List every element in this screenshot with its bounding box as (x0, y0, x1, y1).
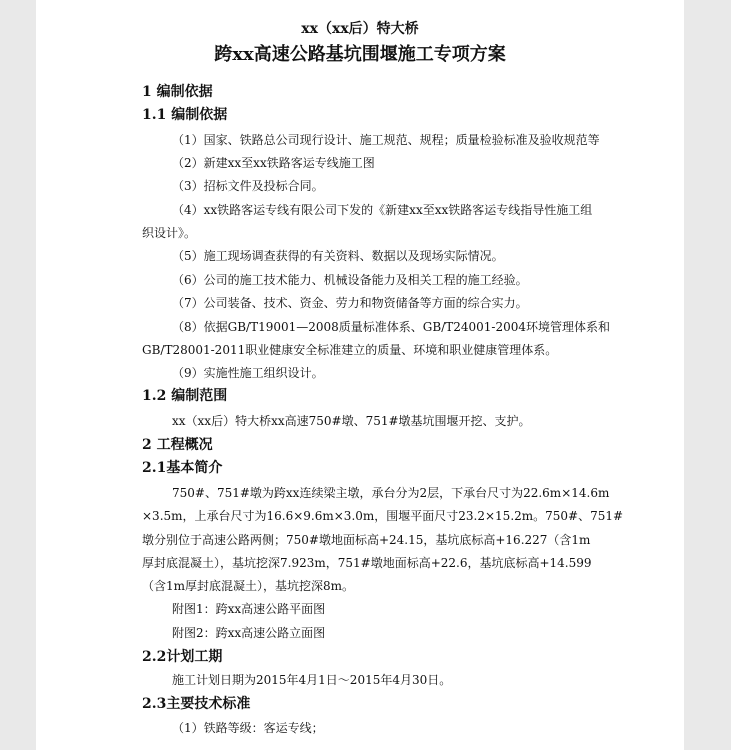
paragraph-line: 750#、751#墩为跨xx连续梁主墩，承台分为2层，下承台尺寸为22.6m×14.6m (172, 486, 610, 500)
document-page (36, 0, 684, 750)
list-item: （8）依据GB/T19001—2008质量标准体系、GB/T24001-2004环境管理体系和 (172, 320, 611, 334)
heading-2: 2 工程概况 (142, 437, 213, 453)
list-item: （5）施工现场调查获得的有关资料、数据以及现场实际情况。 (172, 249, 504, 263)
heading-2-3: 2.3主要技术标准 (142, 696, 251, 712)
list-item: （1）铁路等级：客运专线； (172, 721, 324, 735)
heading-1-1: 1.1 编制依据 (142, 107, 228, 123)
figure-caption: 附图1：跨xx高速公路平面图 (172, 602, 326, 616)
heading-1: 1 编制依据 (142, 84, 213, 100)
paragraph-line: 墩分别位于高速公路两侧；750#墩地面标高+24.15，基坑底标高+16.227（含1m (142, 533, 591, 547)
paragraph-line: 厚封底混凝土），基坑挖深7.923m，751#墩地面标高+22.6，基坑底标高+14.599 (142, 556, 592, 570)
heading-1-2: 1.2 编制范围 (142, 388, 228, 404)
figure-caption: 附图2：跨xx高速公路立面图 (172, 626, 326, 640)
heading-2-2: 2.2计划工期 (142, 649, 223, 665)
list-item-continuation: GB/T28001-2011职业健康安全标准建立的质量、环境和职业健康管理体系。 (142, 343, 558, 357)
list-item-continuation: 织设计》。 (142, 226, 197, 240)
schedule-text: 施工计划日期为2015年4月1日～2015年4月30日。 (172, 673, 452, 687)
paragraph-line: ×3.5m，上承台尺寸为16.6×9.6m×3.0m，围堰平面尺寸23.2×15.2m。750#、751# (142, 509, 624, 523)
list-item: （2）新建xx至xx铁路客运专线施工图 (172, 156, 375, 170)
list-item: （4）xx铁路客运专线有限公司下发的《新建xx至xx铁路客运专线指导性施工组 (172, 203, 593, 217)
scope-text: xx（xx后）特大桥xx高速750#墩、751#墩基坑围堰开挖、支护。 (172, 414, 531, 428)
list-item: （7）公司装备、技术、资金、劳力和物资储备等方面的综合实力。 (172, 296, 528, 310)
list-item: （3）招标文件及投标合同。 (172, 179, 324, 193)
document-title-line2: 跨xx高速公路基坑围堰施工专项方案 (214, 44, 506, 65)
heading-2-1: 2.1基本简介 (142, 460, 223, 476)
paragraph-line: （含1m厚封底混凝土），基坑挖深8m。 (142, 579, 355, 593)
list-item: （9）实施性施工组织设计。 (172, 366, 324, 380)
list-item: （6）公司的施工技术能力、机械设备能力及相关工程的施工经验。 (172, 273, 528, 287)
list-item: （1）国家、铁路总公司现行设计、施工规范、规程；质量检验标准及验收规范等 (172, 133, 600, 147)
document-title-line1: xx（xx后）特大桥 (301, 21, 419, 37)
